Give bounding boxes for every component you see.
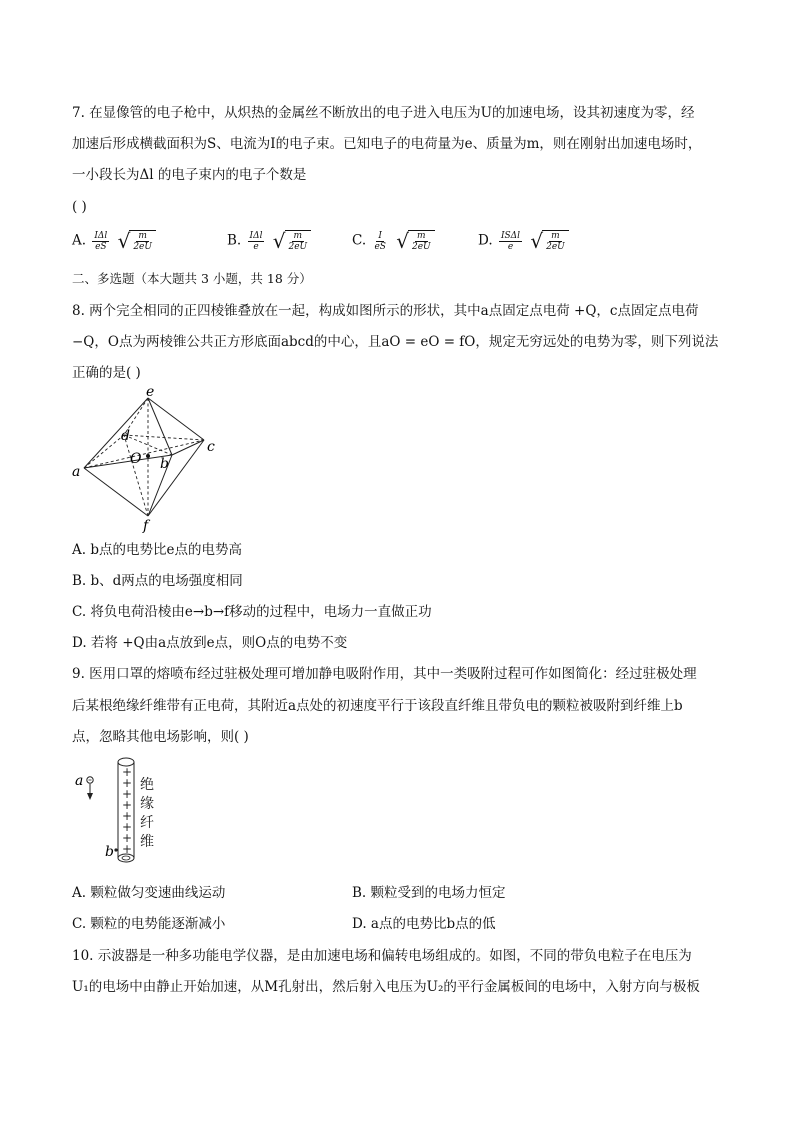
plus-charge: + (122, 831, 133, 845)
numerator: m (293, 231, 303, 241)
option-label: C. (352, 232, 367, 249)
option-label: A. (72, 232, 87, 249)
fiber-label-char: 绝 (140, 777, 154, 793)
q8-line-2: −Q，O点为两棱锥公共正方形底面abcd的中心，且aO = eO = fO，规定无穷远处的电势为零，则下列说法 (72, 334, 719, 350)
sqrt (396, 230, 434, 252)
plus-charge: + (122, 798, 133, 812)
q9-option-a: A. 颗粒做匀变速曲线运动 (72, 885, 226, 901)
option-label: D. (478, 232, 493, 249)
q8-line-1: 8. 两个完全相同的正四棱锥叠放在一起，构成如图所示的形状，其中a点固定点电荷 +Q，c点固定点电荷 (72, 303, 699, 319)
denominator: eS (95, 241, 107, 252)
q7-line-3: 一小段长为Δl 的电子束内的电子个数是 (72, 167, 307, 183)
q8-option-a: A. b点的电势比e点的电势高 (72, 542, 242, 558)
plus-charge: + (122, 765, 133, 779)
sqrt (530, 230, 568, 252)
label-b: b (160, 456, 169, 472)
q7-answer-bracket: ( ) (72, 199, 87, 215)
denominator: 2eU (288, 242, 308, 252)
denominator: 2eU (411, 242, 431, 252)
radical-sign: √ (396, 229, 409, 253)
numerator: m (417, 231, 426, 241)
point-b (114, 848, 117, 851)
fiber-label-char: 维 (140, 834, 154, 850)
denominator: e (253, 241, 259, 252)
label-f: f (143, 518, 149, 534)
q9-line-3: 点，忽略其他电场影响，则( ) (72, 729, 249, 745)
q10-line-2: U₁的电场中由静止开始加速，从M孔射出，然后射入电压为U₂的平行金属板间的电场中，入射方向与极板 (72, 979, 700, 995)
fraction (372, 231, 388, 252)
q9-line-1: 9. 医用口罩的熔喷布经过驻极处理可增加静电吸附作用，其中一类吸附过程可作如图简化：经过驻极处理 (72, 666, 697, 682)
q8-option-b: B. b、d两点的电场强度相同 (72, 573, 243, 589)
q9-line-2: 后某根绝缘纤维带有正电荷，其附近a点处的初速度平行于该段直纤维且带负电的颗粒被吸附到纤维上b (72, 698, 683, 714)
section-heading-multiple-choice: 二、多选题（本大题共 3 小题，共 18 分） (72, 271, 312, 286)
plus-charge: + (122, 820, 133, 834)
sqrt (273, 230, 311, 252)
fiber-label-char: 缘 (140, 796, 154, 812)
q7-option-b (227, 230, 311, 252)
radical-sign: √ (272, 229, 286, 253)
label-a: a (72, 464, 81, 480)
denominator: 2eU (133, 242, 152, 252)
label-c: c (207, 439, 215, 455)
numerator: ISΔl (500, 230, 521, 241)
numerator: IΔl (249, 230, 263, 241)
q7-option-c (352, 230, 435, 252)
q8-line-3: 正确的是( ) (72, 365, 141, 381)
q7-option-a (72, 230, 156, 252)
q7-line-1: 7. 在显像管的电子枪中，从炽热的金属丝不断放出的电子进入电压为U的加速电场，设其初速度为零，经 (72, 105, 695, 121)
denominator: 2eU (546, 242, 565, 252)
fiber-figure (72, 756, 182, 874)
label-a: a (75, 773, 84, 789)
q8-option-d: D. 若将 +Q由a点放到e点，则O点的电势不变 (72, 635, 348, 651)
radicand (287, 231, 310, 252)
numerator: m (138, 231, 147, 241)
double-pyramid-figure (66, 380, 226, 535)
radical-sign: √ (117, 229, 131, 253)
q7-option-d (478, 230, 569, 252)
option-label: B. (227, 232, 242, 249)
denominator: e (507, 241, 514, 252)
fraction (248, 231, 265, 252)
denominator: eS (374, 241, 386, 252)
fraction (499, 231, 522, 252)
fraction (92, 231, 109, 252)
numerator: IΔl (94, 230, 108, 241)
label-o: O (130, 451, 142, 467)
plus-charge: + (122, 776, 133, 790)
center-point-o (146, 454, 150, 458)
q7-line-2: 加速后形成横截面积为S、电流为I的电子束。已知电子的电荷量为e、质量为m，则在刚射出加速电场时， (72, 136, 702, 152)
sqrt (118, 230, 156, 252)
radicand (544, 231, 567, 252)
numerator: m (551, 231, 560, 241)
radicand (410, 231, 433, 252)
radicand (131, 231, 154, 252)
plus-charge: + (122, 787, 133, 801)
label-d: d (121, 428, 130, 444)
label-e: e (146, 384, 155, 400)
plus-charge: + (122, 809, 133, 823)
numerator: I (378, 230, 382, 241)
q9-option-b: B. 颗粒受到的电场力恒定 (352, 885, 506, 901)
q10-line-1: 10. 示波器是一种多功能电学仪器，是由加速电场和偏转电场组成的。如图，不同的带负电粒子在电压为 (72, 948, 692, 964)
radical-sign: √ (530, 229, 544, 253)
plus-charge: + (122, 842, 133, 856)
label-b: b (105, 844, 114, 860)
q8-option-c: C. 将负电荷沿棱由e→b→f移动的过程中，电场力一直做正功 (72, 604, 432, 620)
q9-option-d: D. a点的电势比b点的低 (352, 916, 496, 932)
q9-option-c: C. 颗粒的电势能逐渐减小 (72, 916, 226, 932)
fiber-label-char: 纤 (140, 815, 154, 831)
